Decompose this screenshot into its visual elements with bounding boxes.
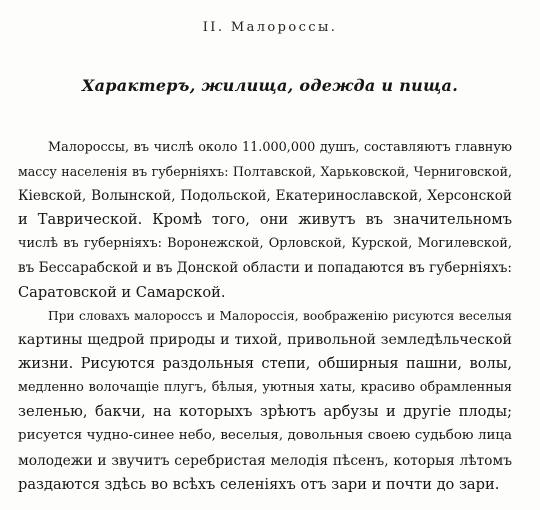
text-line: молодежи и звучитъ серебристая мелодія пѣсенъ, которыя лѣтомъ: [18, 452, 512, 469]
text-line: При словахъ малороссъ и Малороссія, воображенію рисуются веселыя: [48, 309, 512, 323]
section-heading: II. Малороссы.: [202, 20, 338, 35]
text-line: массу населенія въ губерніяхъ: Полтавской, Харьковской, Черниговской,: [18, 164, 512, 180]
text-line: Кіевской, Волынской, Подольской, Екатеринославской, Херсонской: [18, 188, 512, 205]
subheading: Характеръ, жилища, одежда и пища.: [81, 76, 459, 95]
text-line: жизни. Рисуются раздольныя степи, обширныя пашни, волы,: [18, 355, 512, 373]
text-line: Малороссы, въ числѣ около 11.000,000 душъ, составляютъ главную: [48, 140, 512, 155]
paragraph: [18, 136, 512, 305]
text-line: зеленью, бакчи, на которыхъ зрѣютъ арбузы и другіе плоды;: [18, 403, 512, 421]
text-line: въ Бессарабской и въ Донской области и попадаются въ губерніяхъ:: [18, 260, 512, 277]
text-line: картины щедрой природы и тихой, привольной земледѣльческой: [18, 332, 512, 349]
text-line: рисуется чудно-синее небо, веселыя, довольныя своею судьбою лица: [18, 428, 512, 444]
text-line: числѣ въ губерніяхъ: Воронежской, Орловской, Курской, Могилевской,: [18, 236, 512, 252]
text-line: Саратовской и Самарской.: [18, 283, 226, 301]
text-line: медленно волочащіе плугъ, бѣлыя, уютныя хаты, красиво обрамленныя: [18, 380, 512, 396]
text-line: и Таврической. Кромѣ того, они живутъ въ значительномъ: [18, 211, 512, 229]
paragraph: [18, 304, 512, 497]
text-line: раздаются здѣсь во всѣхъ селеніяхъ отъ зари и почти до зари.: [18, 475, 500, 493]
